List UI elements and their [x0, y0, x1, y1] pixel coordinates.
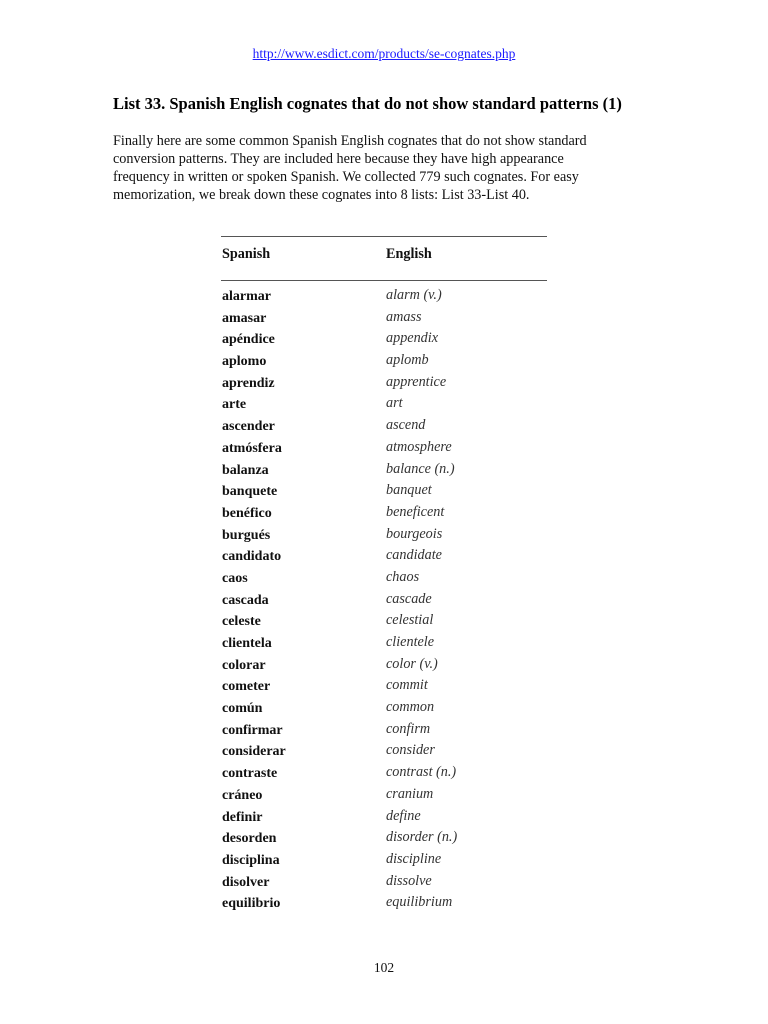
- intro-line: conversion patterns. They are included here because they have high appearance: [113, 151, 564, 167]
- spanish-word: colorar: [222, 657, 266, 673]
- table-row: [222, 851, 548, 873]
- english-word: color (v.): [386, 655, 438, 672]
- table-row: [222, 352, 548, 374]
- spanish-word: común: [222, 701, 263, 717]
- spanish-word: desorden: [222, 831, 277, 847]
- english-word: celestial: [386, 612, 434, 629]
- english-word: banquet: [386, 482, 432, 499]
- english-word: consider: [386, 742, 435, 759]
- table-row: [222, 330, 548, 352]
- cognate-table-body: [222, 287, 548, 916]
- table-row: [222, 374, 548, 396]
- table-row: [222, 591, 548, 613]
- table-row: [222, 742, 548, 764]
- spanish-word: equilibrio: [222, 896, 281, 912]
- spanish-word: contraste: [222, 766, 278, 782]
- table-row: [222, 569, 548, 591]
- spanish-word: alarmar: [222, 289, 271, 304]
- spanish-word: amasar: [222, 310, 267, 326]
- spanish-word: cometer: [222, 679, 271, 695]
- intro-line: memorization, we break down these cognates into 8 lists: List 33-List 40.: [113, 187, 530, 203]
- table-row: [222, 699, 548, 721]
- spanish-word: apéndice: [222, 332, 275, 348]
- english-word: alarm (v.): [386, 287, 442, 303]
- spanish-word: cráneo: [222, 787, 263, 803]
- table-top-rule: [221, 236, 547, 237]
- spanish-word: banquete: [222, 484, 278, 500]
- spanish-word: clientela: [222, 636, 272, 651]
- english-word: common: [386, 699, 435, 716]
- table-row: [222, 656, 548, 678]
- english-word: balance (n.): [386, 460, 455, 477]
- column-header-spanish: Spanish: [222, 246, 271, 262]
- english-word: appendix: [386, 330, 439, 347]
- english-word: candidate: [386, 547, 442, 564]
- spanish-word: aplomo: [222, 354, 267, 370]
- spanish-word: atmósfera: [222, 440, 282, 456]
- spanish-word: celeste: [222, 614, 261, 630]
- table-row: [222, 309, 548, 331]
- english-word: define: [386, 807, 421, 824]
- spanish-word: arte: [222, 397, 247, 413]
- table-row: [222, 287, 548, 309]
- spanish-word: confirmar: [222, 722, 283, 738]
- table-row: [222, 721, 548, 743]
- spanish-word: considerar: [222, 744, 286, 760]
- english-word: cascade: [386, 590, 432, 607]
- spanish-word: benéfico: [222, 505, 272, 521]
- english-word: amass: [386, 308, 422, 325]
- column-header-english: English: [386, 246, 432, 262]
- english-word: equilibrium: [386, 894, 453, 911]
- spanish-word: candidato: [222, 549, 282, 565]
- table-row: [222, 547, 548, 569]
- table-row: [222, 786, 548, 808]
- spanish-word: burgués: [222, 527, 271, 543]
- table-row: [222, 829, 548, 851]
- table-row: [222, 677, 548, 699]
- table-row: [222, 612, 548, 634]
- table-row: [222, 764, 548, 786]
- english-word: contrast (n.): [386, 764, 457, 781]
- table-row: [222, 808, 548, 830]
- table-row: [222, 395, 548, 417]
- english-word: discipline: [386, 850, 442, 867]
- table-row: [222, 634, 548, 656]
- intro-line: Finally here are some common Spanish English cognates that do not show standard: [113, 133, 587, 149]
- table-row: [222, 873, 548, 895]
- source-url-link[interactable]: http://www.esdict.com/products/se-cognates.php: [252, 46, 516, 61]
- list-title: List 33. Spanish English cognates that do not show standard patterns (1): [113, 94, 622, 113]
- english-word: chaos: [386, 568, 420, 585]
- table-row: [222, 504, 548, 526]
- english-word: cranium: [386, 785, 434, 802]
- english-word: atmosphere: [386, 438, 452, 455]
- english-word: commit: [386, 677, 428, 694]
- intro-paragraph: [113, 132, 658, 204]
- english-word: bourgeois: [386, 525, 443, 542]
- spanish-word: definir: [222, 809, 263, 825]
- english-word: confirm: [386, 720, 431, 737]
- table-row: [222, 461, 548, 483]
- spanish-word: ascender: [222, 419, 275, 435]
- english-word: aplomb: [386, 352, 429, 369]
- spanish-word: aprendiz: [222, 375, 275, 391]
- spanish-word: balanza: [222, 462, 269, 478]
- english-word: apprentice: [386, 373, 447, 390]
- table-row: [222, 482, 548, 504]
- english-word: ascend: [386, 417, 426, 434]
- english-word: dissolve: [386, 872, 432, 889]
- page-number: 102: [373, 960, 395, 975]
- spanish-word: caos: [222, 570, 248, 586]
- spanish-word: disolver: [222, 874, 270, 890]
- english-word: clientele: [386, 634, 435, 650]
- english-word: art: [386, 395, 403, 412]
- spanish-word: disciplina: [222, 852, 280, 868]
- table-row: [222, 417, 548, 439]
- table-row: [222, 526, 548, 548]
- intro-line: frequency in written or spoken Spanish. We collected 779 such cognates. For easy: [113, 169, 579, 185]
- table-row: [222, 894, 548, 916]
- english-word: beneficent: [386, 503, 445, 520]
- english-word: disorder (n.): [386, 829, 458, 846]
- spanish-word: cascada: [222, 592, 269, 608]
- table-row: [222, 439, 548, 461]
- table-header-rule: [221, 280, 547, 281]
